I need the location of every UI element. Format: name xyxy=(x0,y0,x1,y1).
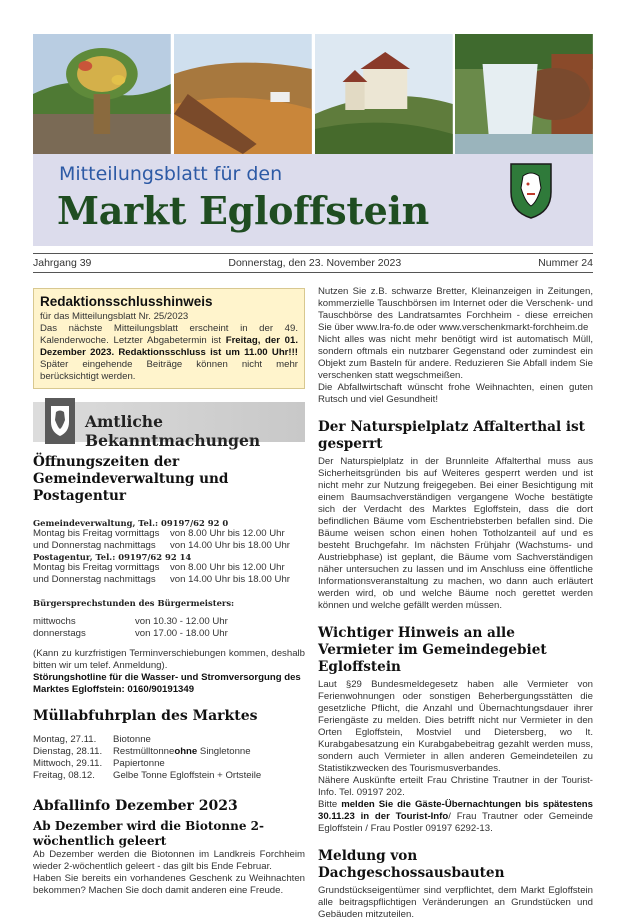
header-photo-strip xyxy=(33,34,593,154)
muell-row: Freitag, 08.12. Gelbe Tonne Egloffstein + Ortsteile xyxy=(33,770,262,781)
osterbrunnen-photo xyxy=(33,34,171,154)
right-column xyxy=(318,286,593,921)
bs-label: Bürgersprechstunden des Bürgermeisters: xyxy=(33,598,235,608)
redaktion-line1: für das Mitteilungsblatt Nr. 25/2023 xyxy=(40,311,189,322)
bs-row: mittwochs von 10.30 - 12.00 Uhr xyxy=(33,616,228,627)
redaktion-text: Das nächste Mitteilungsblatt erscheint in der 49. Kalenderwoche. Letzter Abgabetermin ist Freitag, der 01. Dezember 2023. Redaktionsschluss ist um 11.00 Uhr!!! Später eingehende Beiträge können nicht mehr berücksichtigt werden. xyxy=(40,323,299,382)
vermieter-p2: Nähere Auskünfte erteilt Frau Christine Trautner in der Tourist-Info. Tel. 09197 202. xyxy=(318,775,593,798)
divider-bottom xyxy=(33,272,593,273)
gv-label: Gemeindeverwaltung, Tel.: 09197/62 92 0 xyxy=(33,518,229,528)
castle-photo xyxy=(315,34,453,154)
muell-row: Dienstag, 28.11. Restmülltonne ohne Singletonne xyxy=(33,746,251,757)
watermill-photo xyxy=(455,34,593,154)
vermieter-title: Wichtiger Hinweis an alle Vermieter im Gemeindegebiet Egloffstein xyxy=(318,625,547,675)
abfall-title: Abfallinfo Dezember 2023 xyxy=(33,798,238,814)
egloffstein-crest-icon xyxy=(509,162,553,220)
jahrgang: Jahrgang 39 xyxy=(33,257,92,269)
abfall-subtitle: Ab Dezember wird die Biotonne 2-wöchentlich geleert xyxy=(33,819,264,848)
muell-row: Montag, 27.11. Biotonne xyxy=(33,734,151,745)
abfall-r3: Die Abfallwirtschaft wünscht frohe Weihnachten, einen guten Rutsch und viel Gesundheit! xyxy=(318,382,593,405)
issue-number: Nummer 24 xyxy=(538,257,593,269)
stoerungshotline: Störungshotline für die Wasser- und Stromversorgung des Marktes Egloffstein: 0160/90191349 xyxy=(33,672,301,695)
oeffnung-note: (Kann zu kurzfristigen Terminverschiebungen kommen, deshalb bitten wir um telef. Anmeldung). xyxy=(33,648,305,671)
oeffnung-title: Öffnungszeiten der Gemeindeverwaltung und Postagentur xyxy=(33,454,229,504)
muell-row: Mittwoch, 29.11. Papiertonne xyxy=(33,758,165,769)
landscape-photo xyxy=(174,34,312,154)
issue-info-line xyxy=(33,257,593,269)
left-column xyxy=(33,286,305,897)
amtliche-bekanntmachungen-header xyxy=(33,402,305,450)
amtliche-title: Amtliche Bekanntmachungen xyxy=(85,412,261,450)
gv-row: und Donnerstag nachmittags von 14.00 Uhr bis 18.00 Uhr xyxy=(33,540,290,551)
redaktion-notice xyxy=(33,288,305,389)
abfall-r2: Nicht alles was nicht mehr benötigt wird ist automatisch Müll, sondern oftmals ein nutzbarer Gegenstand oder zumindest ein Objekt zum Basteln für andere. Reduzieren Sie Abfall indem Sie verschenken statt wegschmeißen. xyxy=(318,334,593,381)
dach-text: Grundstückseigentümer sind verpflichtet, dem Markt Egloffstein alle beitragspflichtigen Veränderungen an Grundstücken und Gebäuden mitzuteilen. xyxy=(318,885,593,920)
issue-date: Donnerstag, den 23. November 2023 xyxy=(228,257,402,269)
abfall-r1: Nutzen Sie z.B. schwarze Bretter, Kleinanzeigen in Zeitungen, kommerzielle Tauschbörsen im Internet oder die Verschenk- und Tauschbörse des Landratsamtes Forchheim - diese erreichen Sie über www.lra-fo.de oder www.verschenkmarkt-forchheim.de xyxy=(318,286,593,333)
divider-top xyxy=(33,253,593,254)
vermieter-p3: Bitte melden Sie die Gäste-Übernachtungen bis spätestens 30.11.23 in der Tourist-Info/ Frau Trautner oder Gemeinde Egloffstein / Frau Postler 09197 6292-13. xyxy=(318,799,593,834)
pa-row: Montag bis Freitag vormittags von 8.00 Uhr bis 12.00 Uhr xyxy=(33,562,285,573)
naturspiel-text: Der Naturspielplatz in der Brunnleite Affalterthal muss aus Sicherheitsgründen bis auf Weiteres gesperrt werden und ist nicht mehr zur Nutzung freigegeben. Bei einer Besichtigung mit einem Baumsachverständigen vergangene Woche bestätigte sich der Verdacht des Marktes Egloffstein, dass die dort befindlichen Bäume vom Eschentriebsterben befallen sind. Die Bäume weisen schon einen hohen Totholzanteil auf und es besteht Bruchgefahr. Im nächsten Frühjahr (Wachstums- und Austriebphase) ist geplant, die Bäume vom Sachverständigen näher untersuchen zu lassen und im Anschluss eine öffentliche Informationsveranstaltung zu machen, wo dann auch erläutert werden wird, ob und welche Bäume noch gerettet werden können und welche gefällt werden müssen. xyxy=(318,456,593,611)
crest-badge-icon xyxy=(45,398,75,444)
naturspiel-title: Der Naturspielplatz Affalterthal ist gesperrt xyxy=(318,419,585,452)
abfall-p2: Haben Sie bereits ein vorhandenes Geschenk zu Weihnachten bekommen? Machen Sie doch damit anderen eine Freude. xyxy=(33,873,305,896)
pa-label: Postagentur, Tel.: 09197/62 92 14 xyxy=(33,552,192,562)
muell-list xyxy=(33,734,305,782)
dach-title: Meldung von Dachgeschossausbauten xyxy=(318,848,505,881)
pa-row: und Donnerstag nachmittags von 14.00 Uhr bis 18.00 Uhr xyxy=(33,574,290,585)
redaktion-title: Redaktionsschlusshinweis xyxy=(40,294,213,309)
masthead-subtitle: Mitteilungsblatt für den xyxy=(59,163,283,185)
masthead-title: Markt Egloffstein xyxy=(57,188,429,233)
vermieter-p1: Laut §29 Bundesmeldegesetz haben alle Vermieter von Ferienwohnungen oder sonstigen Beherbergungsstätten die gesetzliche Pflicht, die Anzahl und Übernachtungsdauer ihrer Feriengäste zu melden. Dies betrifft nicht nur Vermieter in den Orten Egloffstein, Mostviel und Dietersberg, wo lt. Kurabgabesatzung ein Kurabgabebeitrag gezahlt werden muss, sondern auch Vermieter in allen anderen Gemeindeteilen zu Statistikzwecken des Tourismusverbandes. xyxy=(318,679,593,774)
gv-row: Montag bis Freitag vormittags von 8.00 Uhr bis 12.00 Uhr xyxy=(33,528,285,539)
bs-row: donnerstags von 17.00 - 18.00 Uhr xyxy=(33,628,228,639)
abfall-p1: Ab Dezember werden die Biotonnen im Landkreis Forchheim wieder 2-wöchentlich geleert - das gilt bis Ende Februar. xyxy=(33,849,305,872)
masthead-banner xyxy=(33,154,593,246)
muell-title: Müllabfuhrplan des Marktes xyxy=(33,708,258,724)
